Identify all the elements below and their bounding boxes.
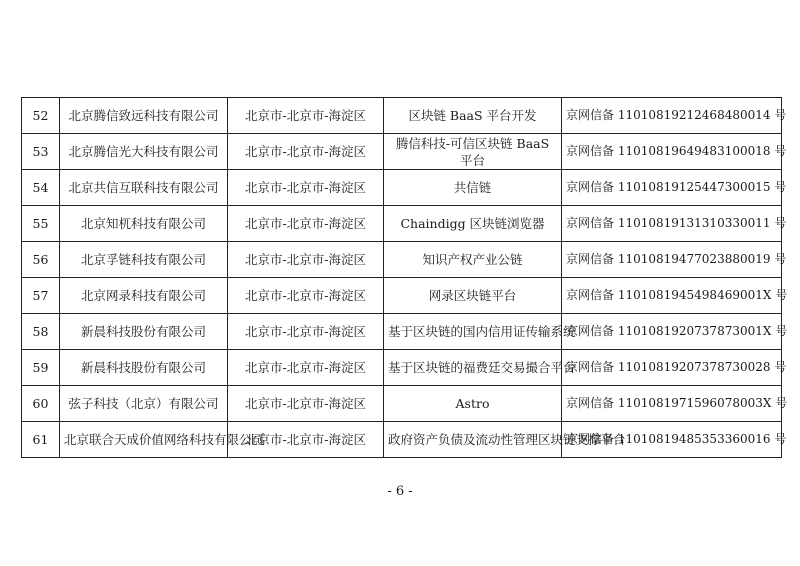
region: 北京市-北京市-海淀区 xyxy=(228,386,384,422)
company-name: 北京联合天成价值网络科技有限公司 xyxy=(60,422,228,458)
row-number: 57 xyxy=(22,278,60,314)
table-row xyxy=(22,242,782,278)
table-row xyxy=(22,206,782,242)
company-name: 北京腾信光大科技有限公司 xyxy=(60,134,228,170)
region: 北京市-北京市-海淀区 xyxy=(228,350,384,386)
table-row xyxy=(22,278,782,314)
service-name: 基于区块链的国内信用证传输系统 xyxy=(384,314,562,350)
service-name: 知识产权产业公链 xyxy=(384,242,562,278)
record-number: 京网信备 11010819485353360016 号 xyxy=(562,422,782,458)
table-row xyxy=(22,98,782,134)
row-number: 54 xyxy=(22,170,60,206)
service-name: 基于区块链的福费廷交易撮合平台 xyxy=(384,350,562,386)
company-name: 新晨科技股份有限公司 xyxy=(60,350,228,386)
record-number: 京网信备 11010819207378730028 号 xyxy=(562,350,782,386)
record-number: 京网信备 11010819212468480014 号 xyxy=(562,98,782,134)
record-number: 京网信备 11010819125447300015 号 xyxy=(562,170,782,206)
row-number: 53 xyxy=(22,134,60,170)
company-name: 北京共信互联科技有限公司 xyxy=(60,170,228,206)
record-number: 京网信备 1101081971596078003X 号 xyxy=(562,386,782,422)
company-name: 新晨科技股份有限公司 xyxy=(60,314,228,350)
row-number: 58 xyxy=(22,314,60,350)
row-number: 56 xyxy=(22,242,60,278)
record-number: 京网信备 11010819477023880019 号 xyxy=(562,242,782,278)
region: 北京市-北京市-海淀区 xyxy=(228,98,384,134)
page-number: - 6 - xyxy=(387,484,413,499)
company-name: 北京孚链科技有限公司 xyxy=(60,242,228,278)
registration-table-body xyxy=(22,98,788,458)
table-row xyxy=(22,422,782,458)
company-name: 北京知杌科技有限公司 xyxy=(60,206,228,242)
region: 北京市-北京市-海淀区 xyxy=(228,422,384,458)
service-name: 政府资产负债及流动性管理区块链支撑平台 xyxy=(384,422,562,458)
record-number: 京网信备 11010819649483100018 号 xyxy=(562,134,782,170)
region: 北京市-北京市-海淀区 xyxy=(228,206,384,242)
row-number: 60 xyxy=(22,386,60,422)
table-row xyxy=(22,170,782,206)
table-row xyxy=(22,314,782,350)
table-row xyxy=(22,386,782,422)
service-name: 共信链 xyxy=(384,170,562,206)
row-number: 55 xyxy=(22,206,60,242)
region: 北京市-北京市-海淀区 xyxy=(228,170,384,206)
record-number: 京网信备 1101081920737873001X 号 xyxy=(562,314,782,350)
row-number: 61 xyxy=(22,422,60,458)
service-name: 网录区块链平台 xyxy=(384,278,562,314)
service-name: 腾信科技-可信区块链 BaaS 平台 xyxy=(384,134,562,170)
table-row xyxy=(22,350,782,386)
service-name: Chaindigg 区块链浏览器 xyxy=(384,206,562,242)
record-number: 京网信备 1101081945498469001X 号 xyxy=(562,278,782,314)
region: 北京市-北京市-海淀区 xyxy=(228,134,384,170)
service-name: Astro xyxy=(384,386,562,422)
region: 北京市-北京市-海淀区 xyxy=(228,278,384,314)
company-name: 北京腾信致远科技有限公司 xyxy=(60,98,228,134)
row-number: 59 xyxy=(22,350,60,386)
service-name: 区块链 BaaS 平台开发 xyxy=(384,98,562,134)
table-row xyxy=(22,134,782,170)
region: 北京市-北京市-海淀区 xyxy=(228,314,384,350)
record-number: 京网信备 11010819131310330011 号 xyxy=(562,206,782,242)
region: 北京市-北京市-海淀区 xyxy=(228,242,384,278)
company-name: 弦子科技（北京）有限公司 xyxy=(60,386,228,422)
row-number: 52 xyxy=(22,98,60,134)
registration-table xyxy=(21,97,788,458)
company-name: 北京网录科技有限公司 xyxy=(60,278,228,314)
